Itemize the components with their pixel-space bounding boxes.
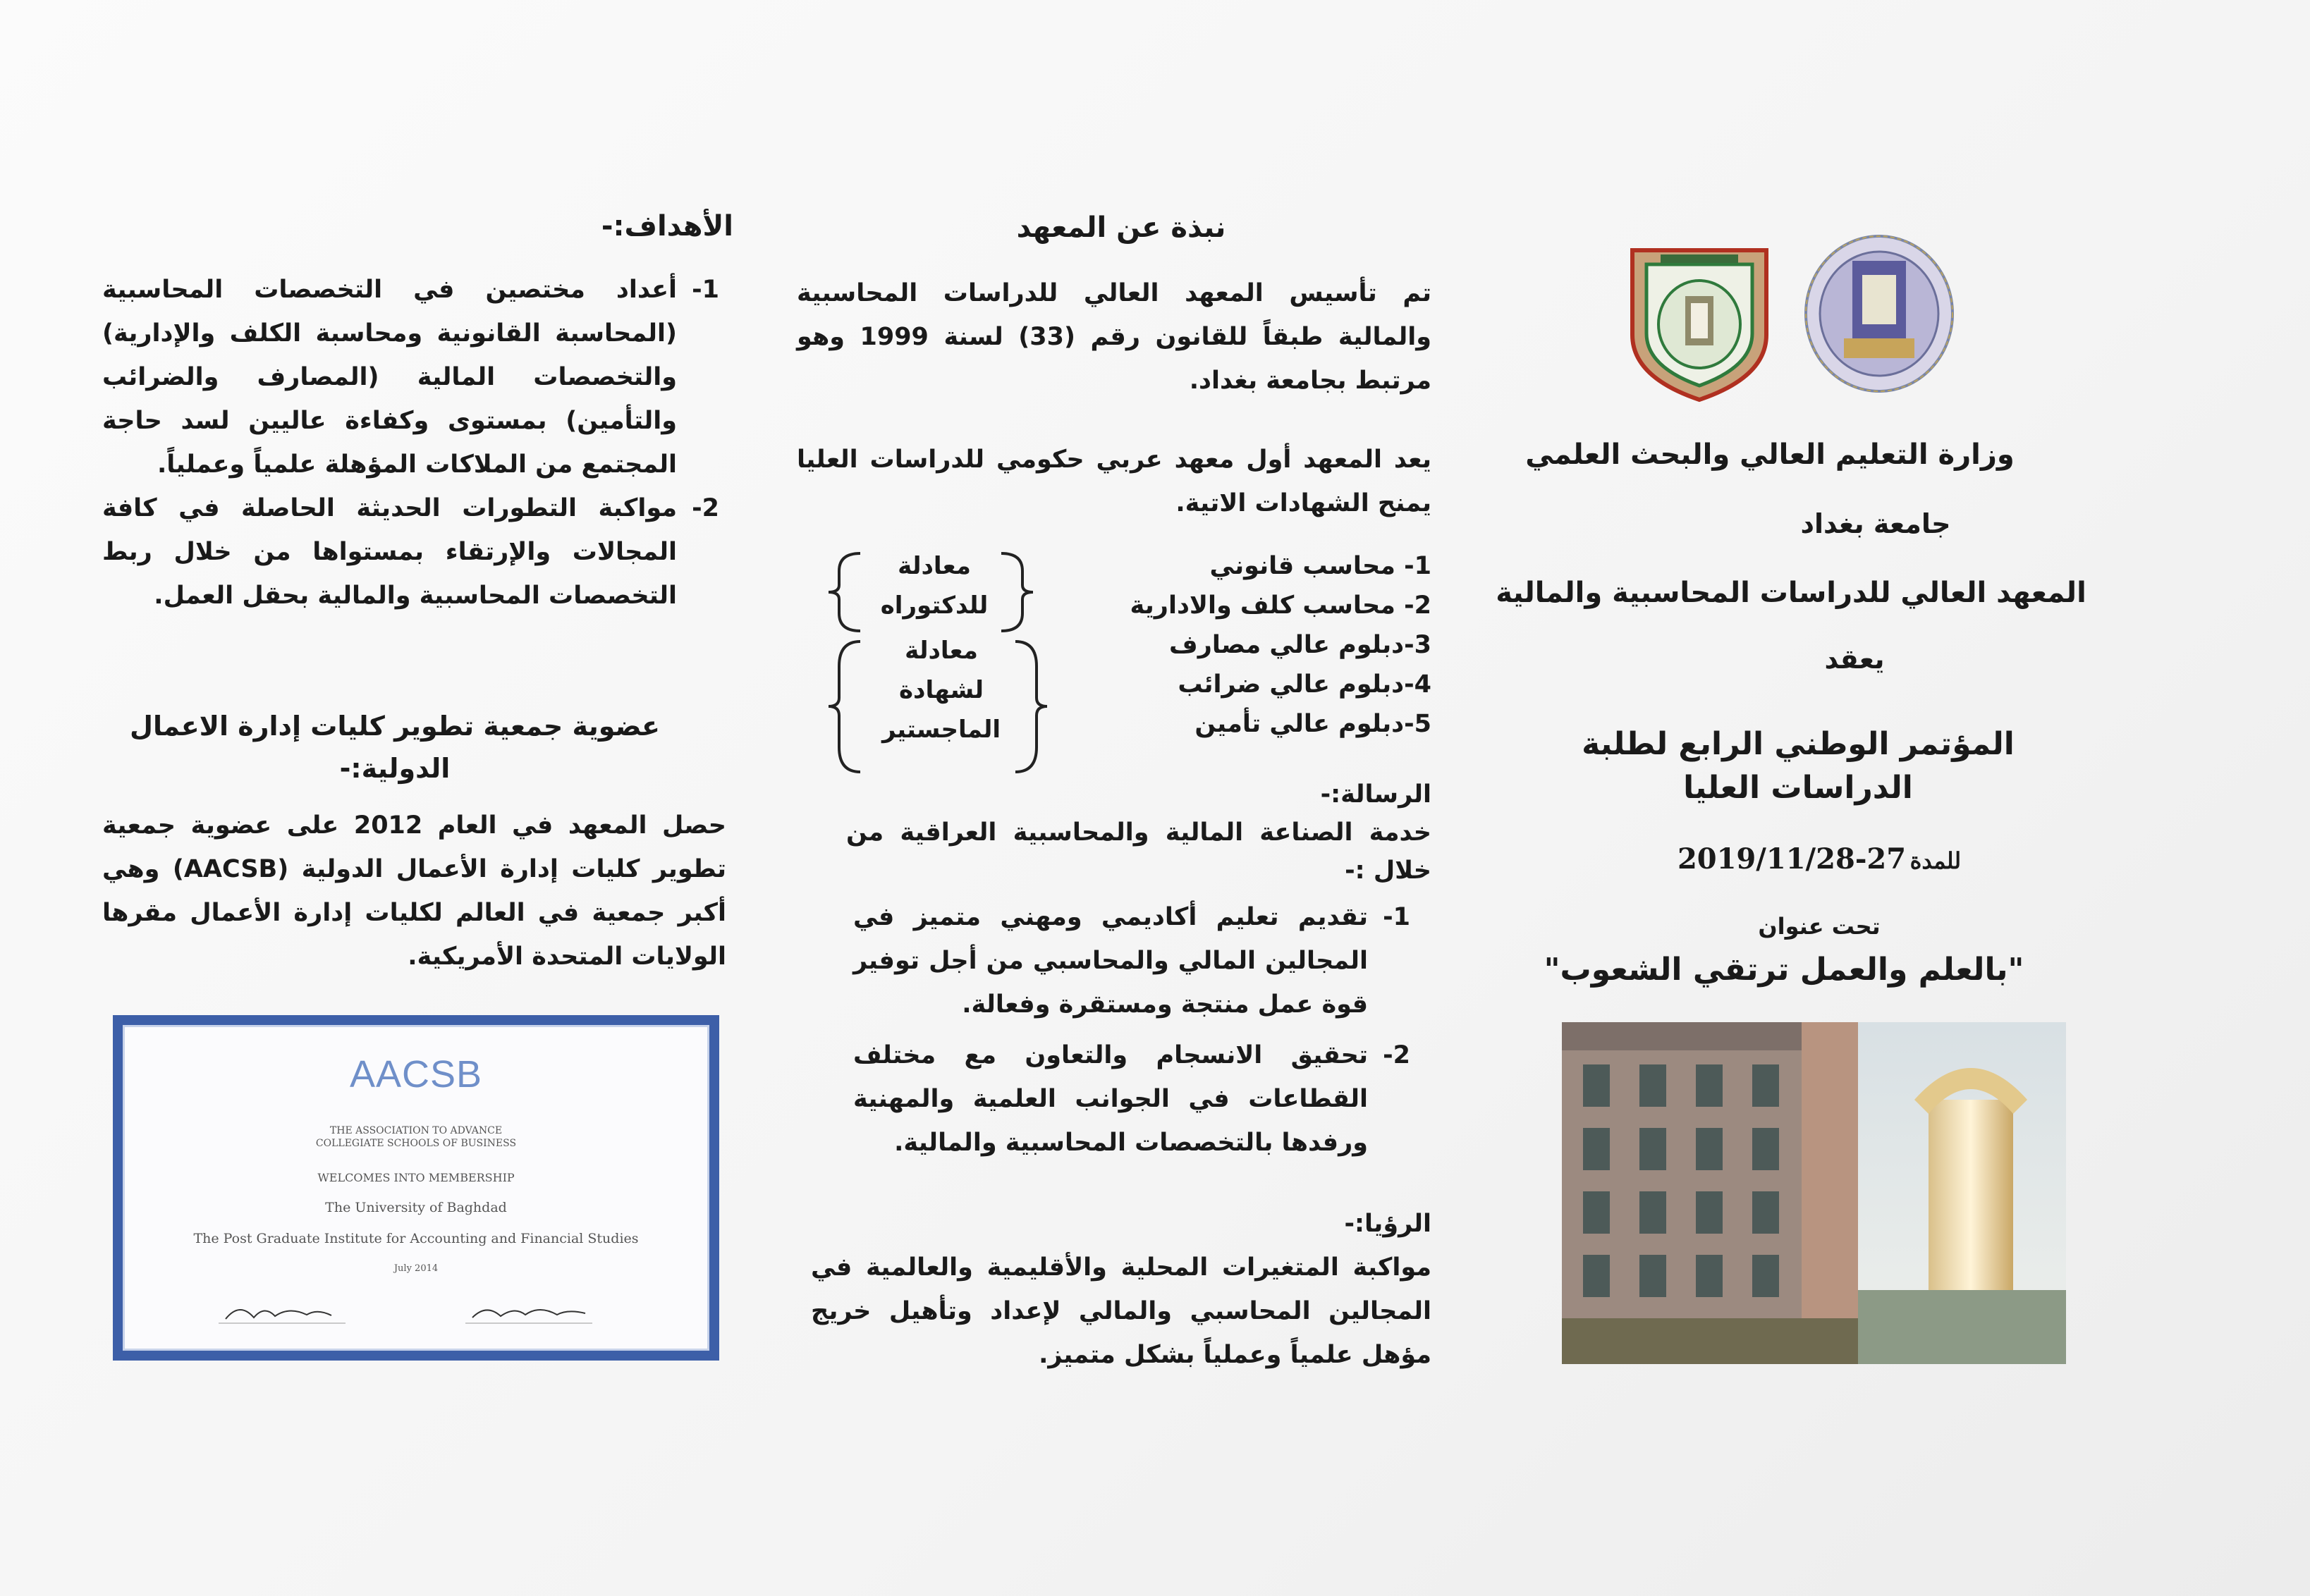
cert-signatures xyxy=(125,1298,707,1326)
certificate-item: 3-دبلوم عالي مصارف xyxy=(1169,631,1431,659)
cert-university: The University of Baghdad xyxy=(325,1200,507,1215)
right-panel-header xyxy=(1481,434,2101,680)
conference-title xyxy=(1537,723,2059,810)
goal-item xyxy=(102,486,719,618)
certificate-body xyxy=(123,1025,709,1351)
goals-title: الأهداف:- xyxy=(601,210,733,243)
conference-line-1: المؤتمر الوطني الرابع لطلبة xyxy=(1582,726,2015,762)
mission-item xyxy=(853,895,1410,1026)
mission-item-number: 2- xyxy=(1383,1041,1410,1069)
equiv-ms-line-1: معادلة xyxy=(905,637,978,665)
signature-icon xyxy=(134,1298,698,1326)
brace-phd-right xyxy=(994,550,1037,634)
cert-welcomes: WELCOMES INTO MEMBERSHIP xyxy=(317,1171,515,1184)
mission-title: الرسالة:- xyxy=(1320,780,1431,809)
mission-item xyxy=(853,1033,1410,1165)
vision-section xyxy=(797,1202,1431,1377)
cert-date: July 2014 xyxy=(393,1263,439,1274)
vision-text: مواكبة المتغيرات المحلية والأقليمية والعالمية في المجالين المحاسبي والمالي لإعداد وتأهيل خريج مؤهل علمياً وعملياً بشكل متميز. xyxy=(811,1253,1431,1369)
institute-building-photo xyxy=(1562,1022,2066,1364)
mission-item-number: 1- xyxy=(1383,903,1410,931)
goals-section xyxy=(102,268,719,618)
goal-item-text: أعداد مختصين في التخصصات المحاسبية (المحاسبة القانونية ومحاسبة الكلف والإدارية) والتخصصات المالية (المصارف والضرائب والتأمين) بمستوى وكفاءة عاليين لسد حاجة المجتمع من الملاكات المؤهلة علمياً وعملياً. xyxy=(102,276,677,479)
certificate-item: 4-دبلوم عالي ضرائب xyxy=(1178,670,1431,699)
cert-assoc-line-1: THE ASSOCIATION TO ADVANCE xyxy=(329,1125,503,1136)
brace-ms-left xyxy=(825,638,867,775)
under-title-label: تحت عنوان xyxy=(1758,913,1881,940)
mission-intro: خدمة الصناعة المالية والمحاسبية العراقية من خلال :- xyxy=(846,818,1431,885)
goal-item-number: 1- xyxy=(692,276,719,304)
institute-name: المعهد العالي للدراسات المحاسبية والمالية xyxy=(1496,577,2086,609)
cert-assoc-line-2: COLLEGIATE SCHOOLS OF BUSINESS xyxy=(315,1138,517,1149)
equiv-phd-note xyxy=(871,546,998,625)
equiv-phd-line-2: للدكتوراه xyxy=(880,591,989,620)
aacsb-certificate xyxy=(113,1015,719,1361)
conference-line-2: الدراسات العليا xyxy=(1683,770,1913,806)
first-institute-text: يعد المعهد أول معهد عربي حكومي للدراسات العليا يمنح الشهادات الاتية. xyxy=(797,446,1431,517)
equiv-phd-line-1: معادلة xyxy=(898,552,971,580)
about-title: نبذة عن المعهد xyxy=(1016,211,1226,244)
institute-seal-icon xyxy=(1618,236,1780,405)
about-section xyxy=(797,271,1431,525)
about-text: تم تأسيس المعهد العالي للدراسات المحاسبية والمالية طبقاً للقانون رقم (33) لسنة 1999 وهو مرتبط بجامعة بغداد. xyxy=(797,279,1432,395)
brace-ms-right xyxy=(1008,638,1051,775)
cert-institute: The Post Graduate Institute for Accounting and Financial Studies xyxy=(193,1231,639,1246)
brace-phd-left xyxy=(825,550,867,634)
goal-item xyxy=(102,268,719,486)
conference-dates: 2019/11/28-27 xyxy=(1677,842,1907,876)
certificate-item: 1- محاسب قانوني xyxy=(1209,552,1431,580)
equiv-ms-line-2: لشهادة xyxy=(898,676,984,704)
certificates-list xyxy=(1051,546,1431,744)
holds-label: يعقد xyxy=(1824,644,1885,675)
duration-label: للمدة xyxy=(1909,847,1962,874)
conference-slogan: "بالعلم والعمل ترتقي الشعوب" xyxy=(1544,952,2024,988)
goal-item-number: 2- xyxy=(692,494,719,522)
university-seal-icon xyxy=(1802,233,1957,402)
equiv-ms-line-3: الماجستير xyxy=(882,716,1001,744)
conference-dates-row xyxy=(1643,842,1996,892)
ministry-name: وزارة التعليم العالي والبحث العلمي xyxy=(1525,438,2015,471)
membership-title: عضوية جمعية تطوير كليات إدارة الاعمال الدولية:- xyxy=(129,711,660,784)
goal-item-text: مواكبة التطورات الحديثة الحاصلة في كافة المجالات والإرتقاء بمستواها من خلال ربط التخصصات المحاسبية والمالية بحقل العمل. xyxy=(102,494,677,610)
membership-text: حصل المعهد في العام 2012 على عضوية جمعية تطوير كليات إدارة الأعمال الدولية (AACSB) وهي أكبر جمعية في العالم لكليات إدارة الأعمال مقرها الولايات المتحدة الأمريكية. xyxy=(102,811,726,971)
mission-item-text: تحقيق الانسجام والتعاون مع مختلف القطاعات في الجوانب العلمية والمهنية ورفدها بالتخصصات المحاسبية والمالية. xyxy=(853,1041,1368,1157)
certificate-item: 5-دبلوم عالي تأمين xyxy=(1194,710,1431,738)
mission-item-text: تقديم تعليم أكاديمي ومهني متميز في المجالين المالي والمحاسبي من أجل توفير قوة عمل منتجة ومستقرة وفعالة. xyxy=(853,903,1368,1019)
aacsb-logo: AACSB xyxy=(349,1053,483,1095)
mission-section xyxy=(797,775,1431,1165)
membership-section xyxy=(102,804,726,978)
equiv-ms-note xyxy=(871,631,1012,749)
university-name: جامعة بغداد xyxy=(1800,508,1951,539)
certificate-item: 2- محاسب كلف والادارية xyxy=(1130,591,1431,620)
vision-title: الرؤيا:- xyxy=(1344,1210,1431,1238)
